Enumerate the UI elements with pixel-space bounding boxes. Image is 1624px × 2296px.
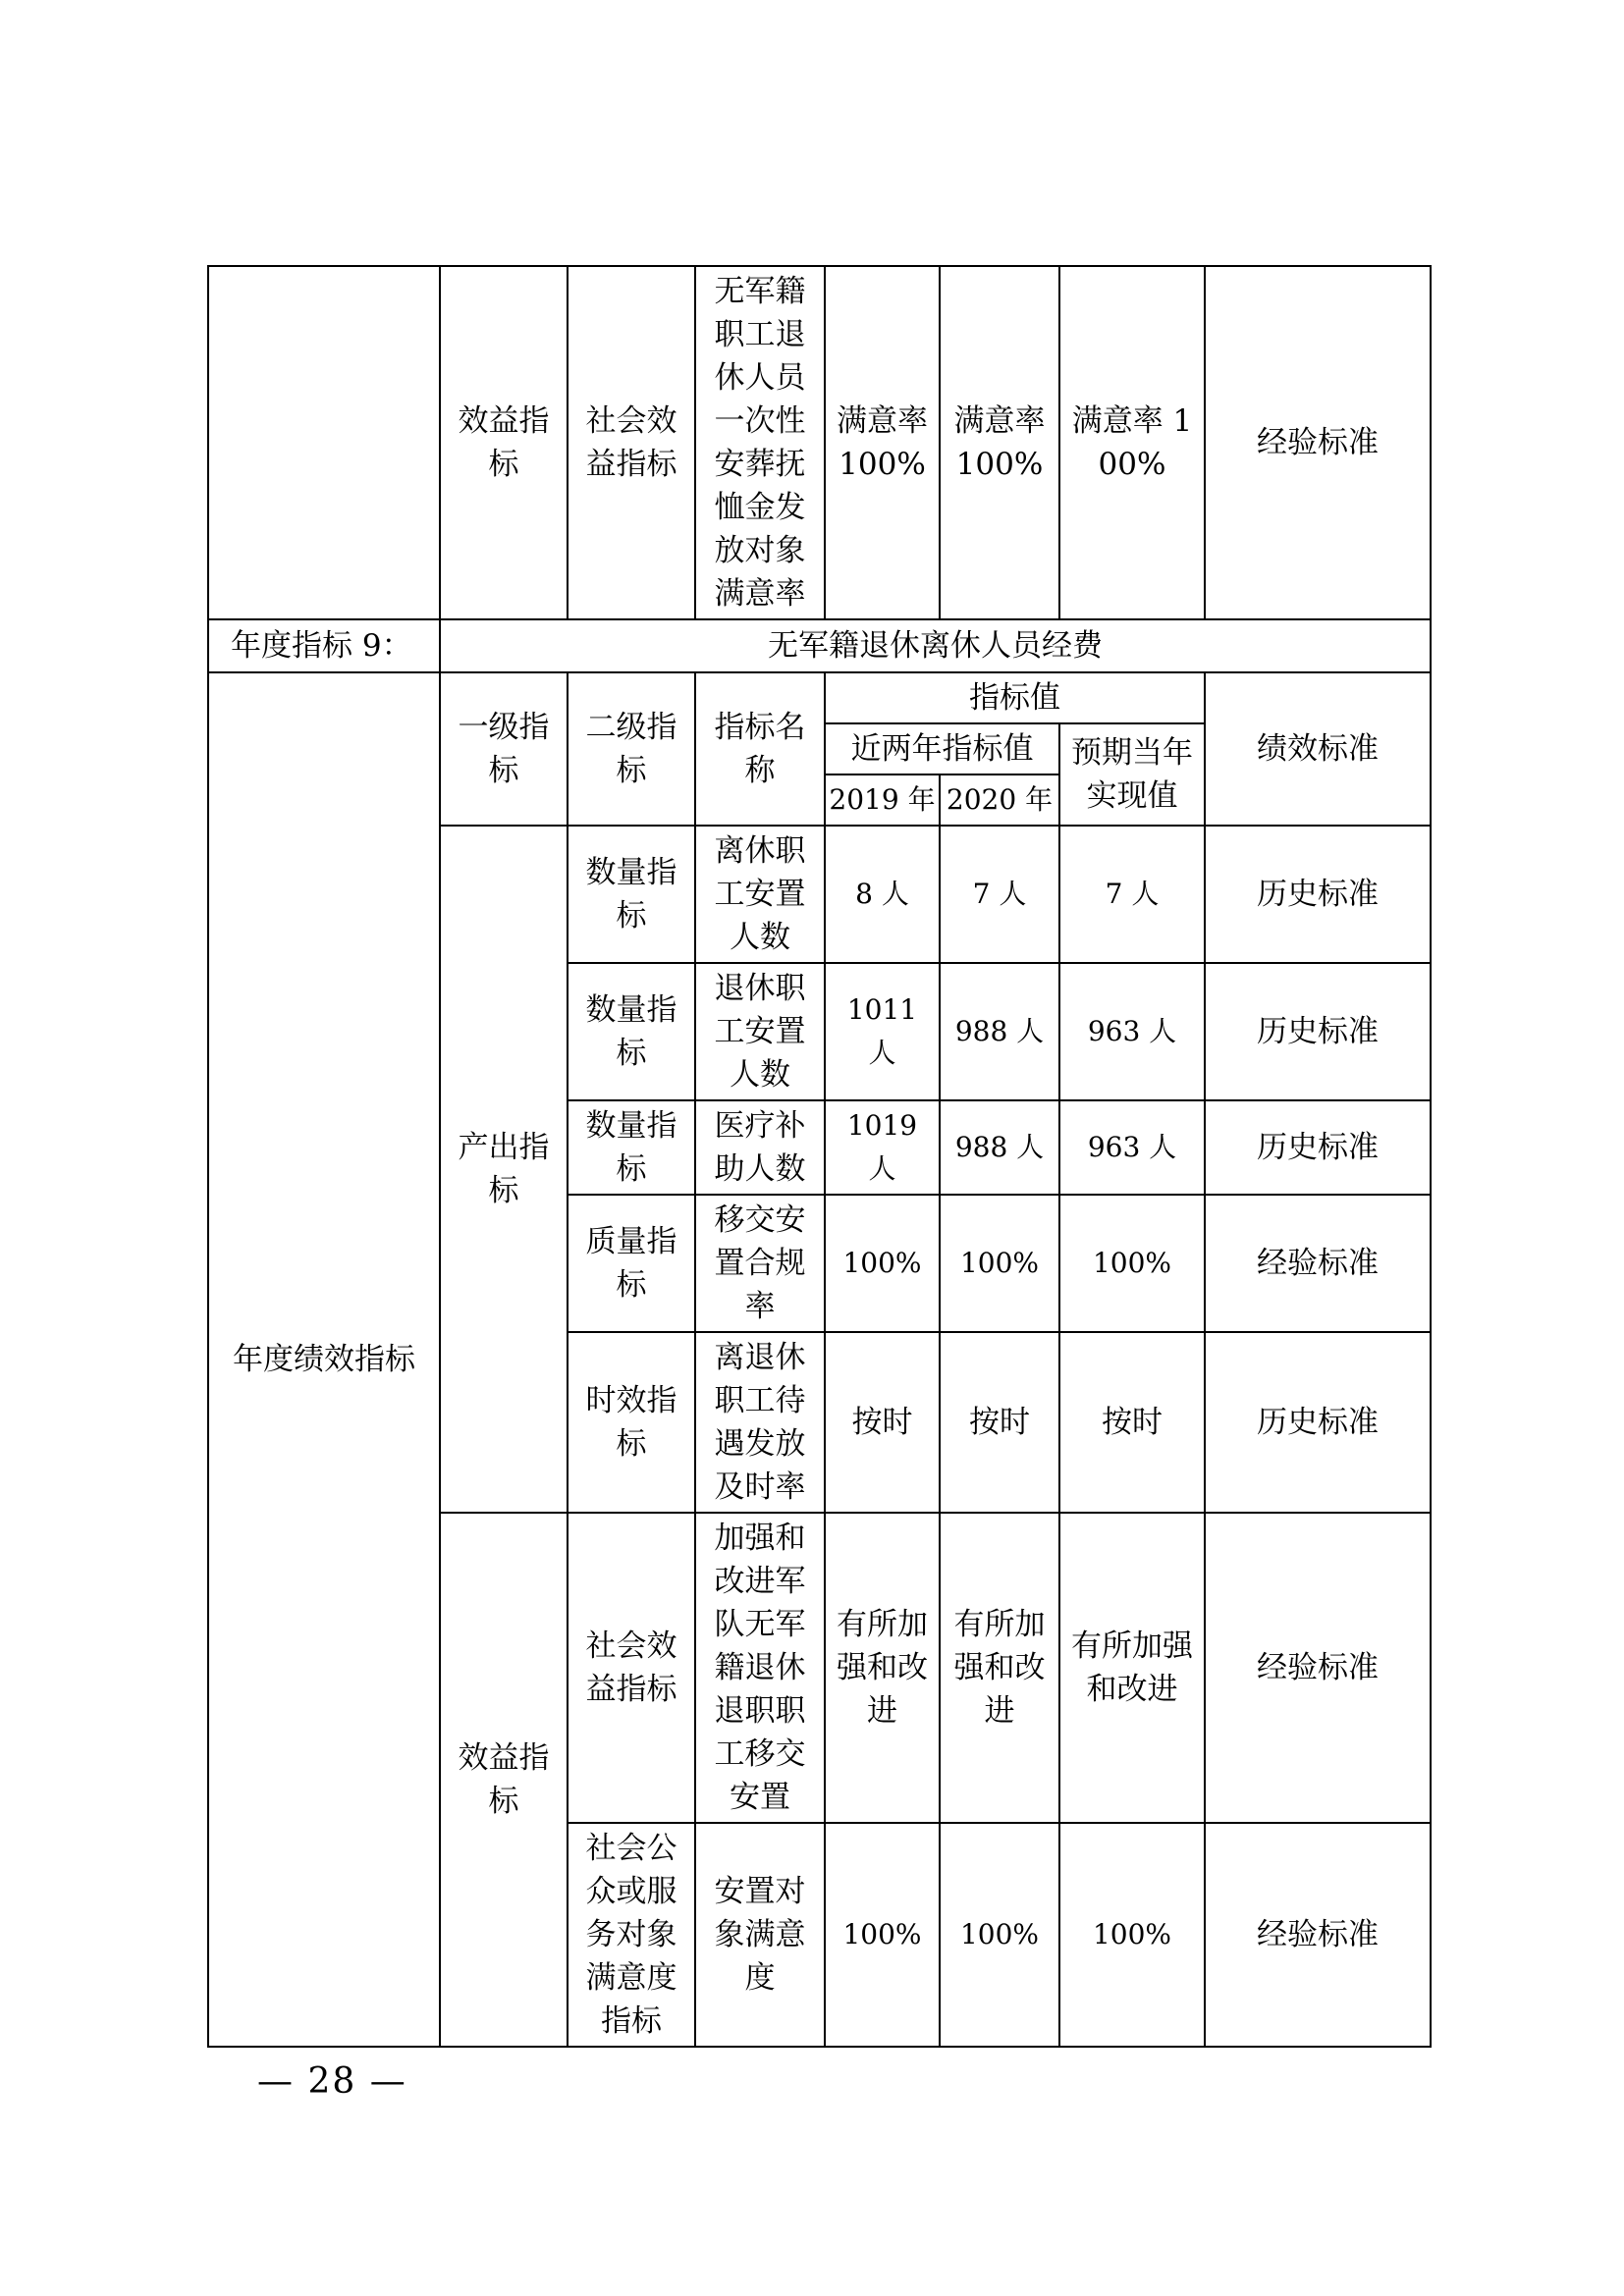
header-row <box>208 672 1431 723</box>
value-2019-cell: 1019 人 <box>825 1100 940 1195</box>
level2-cell: 社会效益指标 <box>568 266 695 619</box>
value-2020-cell: 按时 <box>940 1332 1059 1513</box>
value-2020-cell: 满意率 100% <box>940 266 1059 619</box>
expected-value-cell: 7 人 <box>1059 826 1205 963</box>
expected-value-cell: 满意率 100% <box>1059 266 1205 619</box>
header-level1: 一级指标 <box>440 672 568 826</box>
indicator-name-cell: 移交安置合规率 <box>695 1195 825 1332</box>
annual-indicator-title: 无军籍退休离休人员经费 <box>440 619 1431 672</box>
value-2020-cell: 100% <box>940 1823 1059 2047</box>
indicator-name-cell: 离退休职工待遇发放及时率 <box>695 1332 825 1513</box>
value-2020-cell: 988 人 <box>940 1100 1059 1195</box>
indicator-name-cell: 离休职工安置人数 <box>695 826 825 963</box>
standard-cell: 历史标准 <box>1205 963 1431 1100</box>
indicator-name-cell: 退休职工安置人数 <box>695 963 825 1100</box>
level2-cell: 数量指标 <box>568 826 695 963</box>
value-2019-cell: 100% <box>825 1195 940 1332</box>
value-2019-cell: 有所加强和改进 <box>825 1513 940 1823</box>
expected-value-cell: 按时 <box>1059 1332 1205 1513</box>
output-indicator-label: 产出指标 <box>440 826 568 1513</box>
level2-cell: 社会公众或服务对象满意度指标 <box>568 1823 695 2047</box>
value-2020-cell: 有所加强和改进 <box>940 1513 1059 1823</box>
indicator-name-cell: 医疗补助人数 <box>695 1100 825 1195</box>
header-recent-two-years: 近两年指标值 <box>825 723 1059 774</box>
standard-cell: 经验标准 <box>1205 1195 1431 1332</box>
header-name: 指标名称 <box>695 672 825 826</box>
value-2020-cell: 7 人 <box>940 826 1059 963</box>
performance-indicator-table <box>207 265 1432 2048</box>
indicator-name-cell: 加强和改进军队无军籍退休退职职工移交安置 <box>695 1513 825 1823</box>
level2-cell: 数量指标 <box>568 963 695 1100</box>
header-expected: 预期当年实现值 <box>1059 723 1205 826</box>
level2-cell: 质量指标 <box>568 1195 695 1332</box>
value-2019-cell: 100% <box>825 1823 940 2047</box>
header-2020: 2020 年 <box>940 774 1059 826</box>
table-row <box>208 266 1431 619</box>
expected-value-cell: 100% <box>1059 1823 1205 2047</box>
header-values: 指标值 <box>825 672 1205 723</box>
standard-cell: 历史标准 <box>1205 1332 1431 1513</box>
level2-cell: 数量指标 <box>568 1100 695 1195</box>
value-2020-cell: 988 人 <box>940 963 1059 1100</box>
header-standard: 绩效标准 <box>1205 672 1431 826</box>
benefit-indicator-label: 效益指标 <box>440 1513 568 2047</box>
empty-cell <box>208 266 440 619</box>
value-2019-cell: 按时 <box>825 1332 940 1513</box>
expected-value-cell: 有所加强和改进 <box>1059 1513 1205 1823</box>
value-2019-cell: 满意率 100% <box>825 266 940 619</box>
annual-indicator-row <box>208 619 1431 672</box>
level2-cell: 时效指标 <box>568 1332 695 1513</box>
expected-value-cell: 100% <box>1059 1195 1205 1332</box>
indicator-name-cell: 安置对象满意度 <box>695 1823 825 2047</box>
standard-cell: 历史标准 <box>1205 1100 1431 1195</box>
page-number: — 28 — <box>257 2061 407 2102</box>
standard-cell: 经验标准 <box>1205 1823 1431 2047</box>
value-2019-cell: 8 人 <box>825 826 940 963</box>
standard-cell: 经验标准 <box>1205 266 1431 619</box>
level2-cell: 社会效益指标 <box>568 1513 695 1823</box>
side-label-cell: 年度绩效指标 <box>208 672 440 2047</box>
header-2019: 2019 年 <box>825 774 940 826</box>
annual-indicator-label: 年度指标 9： <box>208 619 440 672</box>
value-2020-cell: 100% <box>940 1195 1059 1332</box>
value-2019-cell: 1011 人 <box>825 963 940 1100</box>
level1-cell: 效益指标 <box>440 266 568 619</box>
standard-cell: 经验标准 <box>1205 1513 1431 1823</box>
expected-value-cell: 963 人 <box>1059 1100 1205 1195</box>
header-level2: 二级指标 <box>568 672 695 826</box>
standard-cell: 历史标准 <box>1205 826 1431 963</box>
expected-value-cell: 963 人 <box>1059 963 1205 1100</box>
indicator-name-cell: 无军籍职工退休人员一次性安葬抚恤金发放对象满意率 <box>695 266 825 619</box>
